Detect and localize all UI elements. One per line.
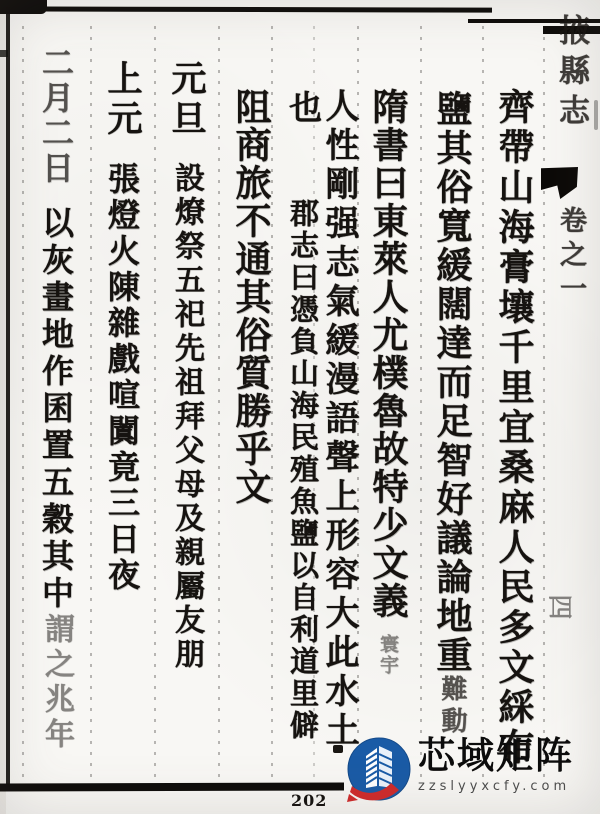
edge-ink-mark	[0, 50, 8, 57]
folio-title: 掖縣志	[553, 14, 589, 134]
column-text: 人性剛强志氣緩漫語聲上形容大此水土	[319, 88, 359, 751]
column-separator	[218, 26, 220, 780]
folio-volume: 卷之一	[555, 206, 586, 308]
column-text: 齊帶山海膏壤千里宜桑麻人民多文綵布	[493, 88, 535, 768]
column-note: 寰宇	[377, 634, 399, 676]
text-column-1	[489, 88, 540, 768]
page-number: 202	[291, 791, 328, 810]
brand-name: 芯域矩阵	[418, 734, 574, 777]
column-separator	[420, 26, 422, 780]
column-text: 阻商旅不通其俗質勝乎文	[230, 88, 272, 506]
column-separator	[543, 26, 545, 780]
column-separator	[154, 26, 156, 780]
column-text: 設燎祭五祀先祖拜父母及親屬友朋	[169, 162, 204, 672]
text-column-7	[161, 60, 211, 672]
column-separator	[22, 26, 24, 780]
text-column-2	[427, 90, 478, 739]
page-border-left	[6, 7, 10, 791]
brand-domain: zzslyyxcfy.com	[418, 779, 571, 794]
column-tail: 難動	[437, 675, 467, 739]
watermark	[346, 736, 574, 802]
brand-logo-icon	[346, 736, 412, 802]
edge-fragment	[594, 100, 598, 130]
text-column-3	[363, 88, 414, 676]
text-column-9	[33, 46, 79, 753]
column-separator	[90, 26, 92, 780]
folio-page-number: 四	[545, 594, 575, 620]
column-text: 以灰畫地作囷置五穀其中	[37, 206, 75, 613]
column-heading: 二月二日	[37, 46, 75, 186]
column-text: 張燈火陳雜戲喧闐竟三日夜	[103, 162, 141, 594]
column-heading: 上元	[102, 60, 143, 140]
column-heading: 元旦	[166, 60, 207, 140]
text-column-6	[226, 88, 277, 506]
text-column-8	[97, 60, 147, 594]
column-tail: 謂之兆年	[39, 613, 74, 753]
column-heading: 也	[284, 90, 323, 126]
column-text: 鹽其俗寬緩闊達而足智好議論地重	[431, 90, 473, 675]
column-text: 郡志曰憑負山海民殖魚鹽以自利道里僻	[286, 198, 320, 742]
column-separator	[482, 26, 484, 780]
page-border-top	[0, 6, 492, 12]
text-column-5	[280, 90, 327, 742]
column-text: 隋書曰東萊人尤樸魯故特少文義	[367, 88, 409, 620]
fishtail-mark-icon	[541, 167, 578, 199]
